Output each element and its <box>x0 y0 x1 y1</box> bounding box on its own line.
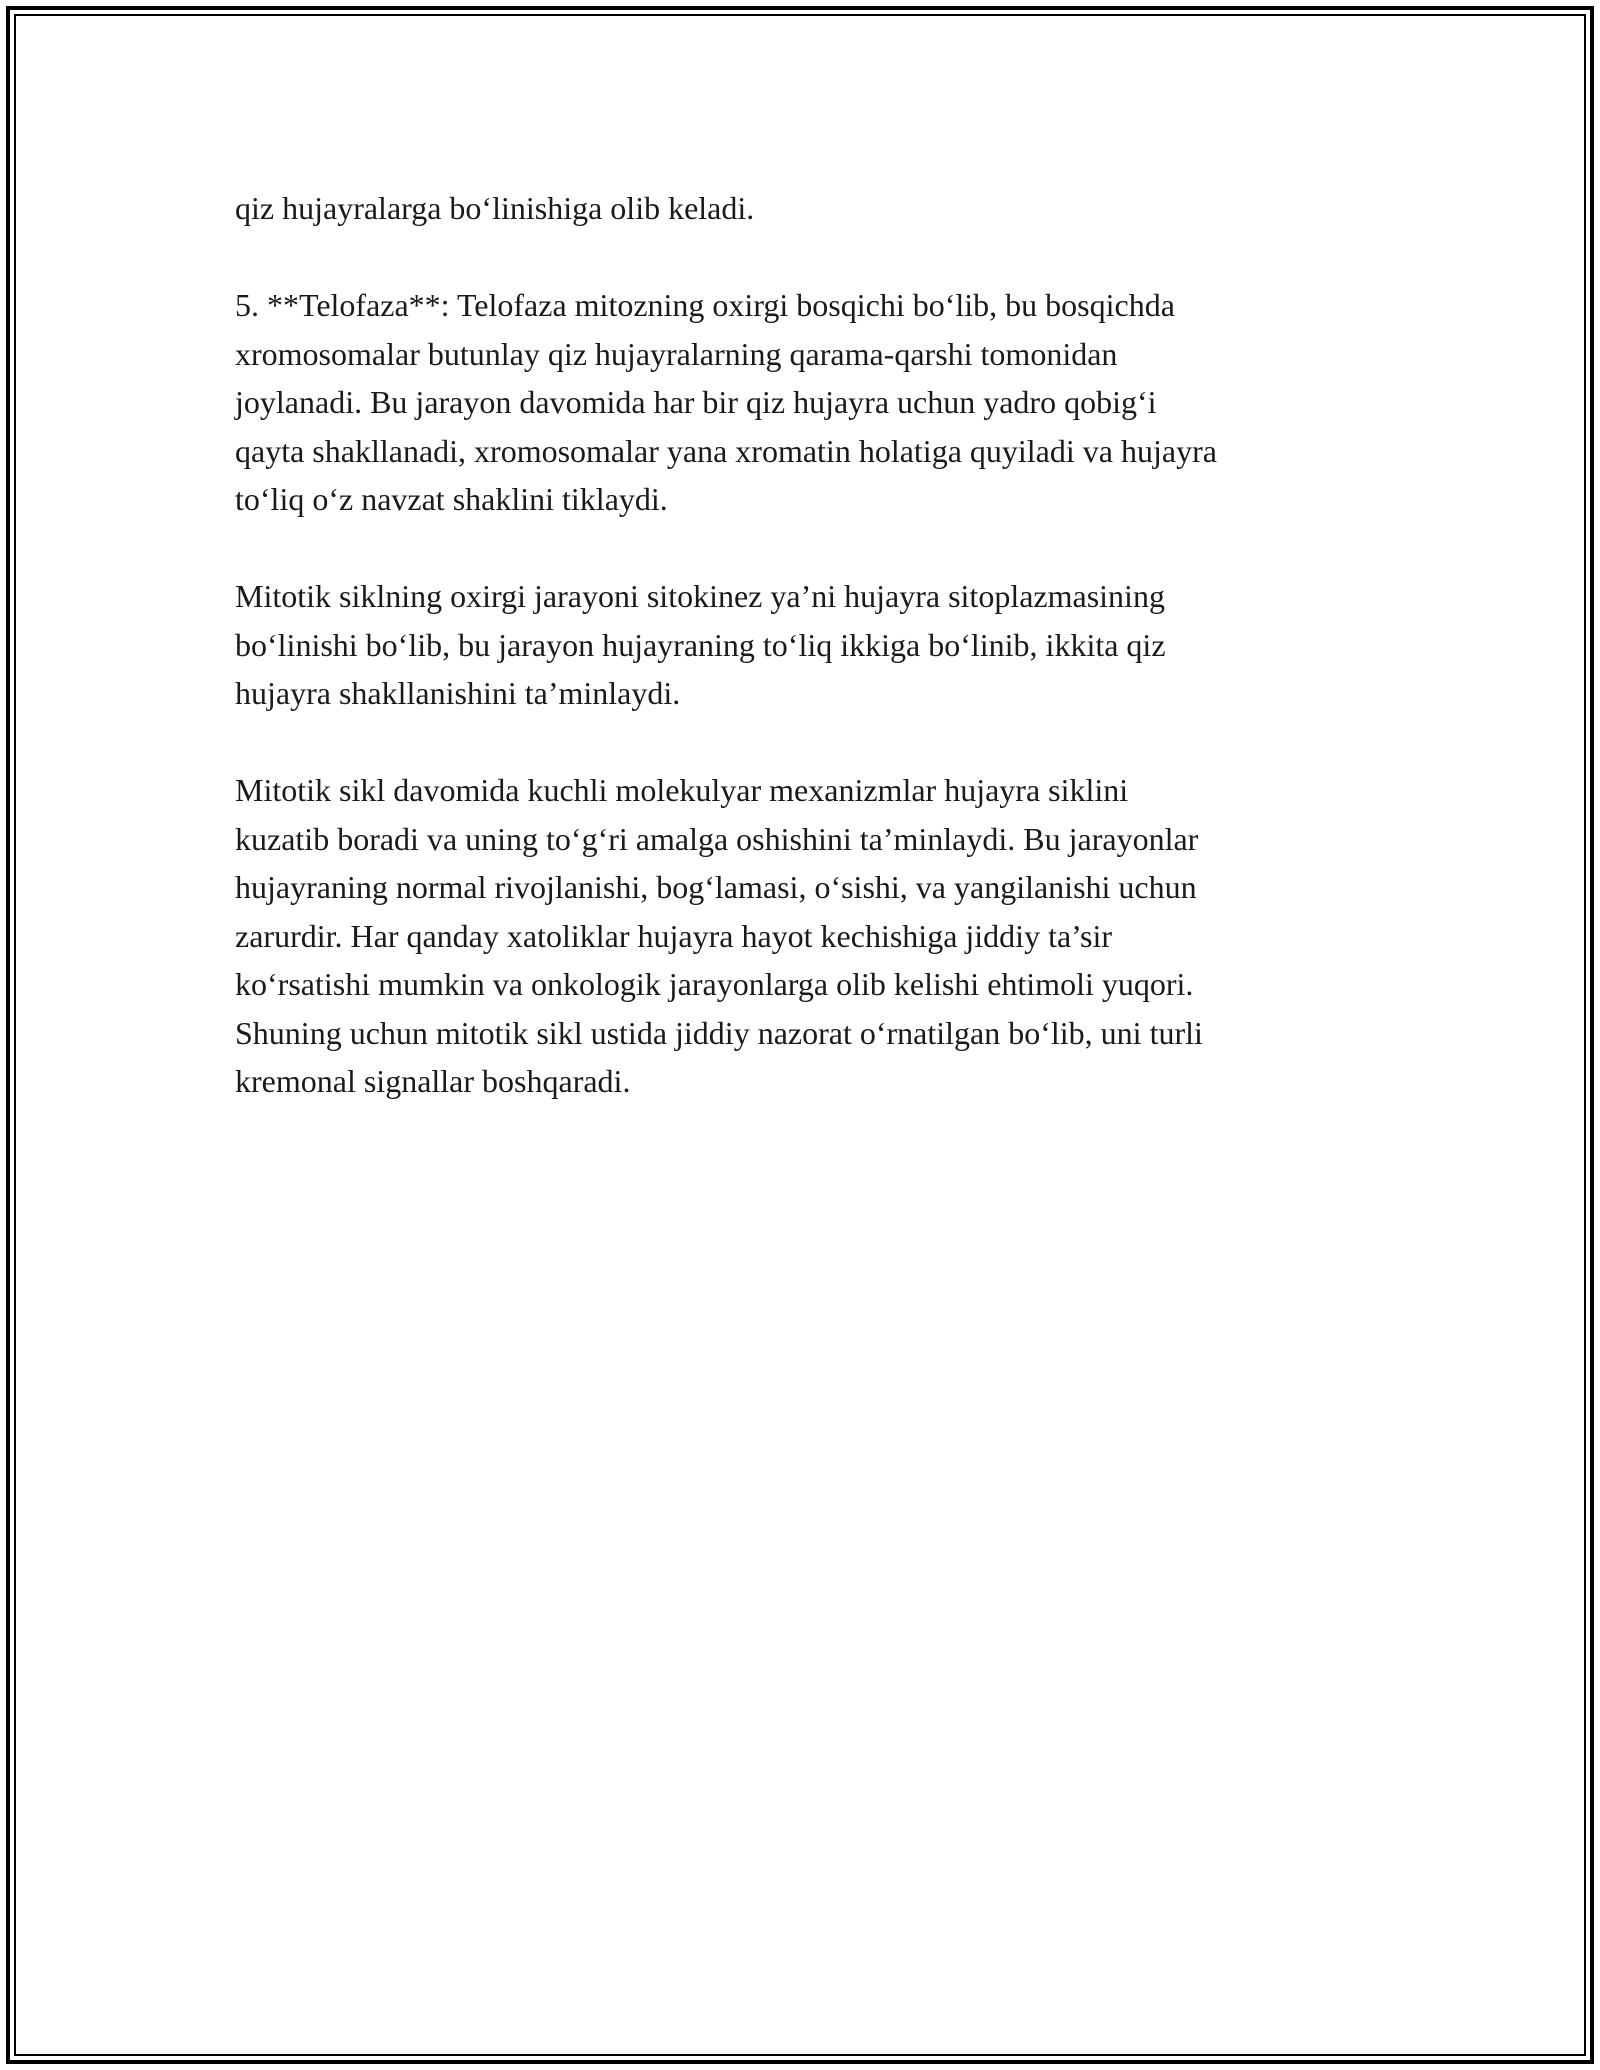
paragraph-continuation <box>235 184 1375 233</box>
text-line: Shuning uchun mitotik sikl ustida jiddiy nazorat o‘rnatilgan bo‘lib, uni turli <box>235 1014 1203 1051</box>
text-line: hujayraning normal rivojlanishi, bog‘lamasi, o‘sishi, va yangilanishi uchun <box>235 869 1197 905</box>
text-line: hujayra shakllanishini ta’minlaydi. <box>235 675 681 711</box>
document-body <box>235 184 1375 1154</box>
text-line: kuzatib boradi va uning to‘g‘ri amalga oshishini ta’minlaydi. Bu jarayonlar <box>235 820 1199 857</box>
text-line: kremonal signallar boshqaradi. <box>235 1063 631 1099</box>
text-line: xromosomalar butunlay qiz hujayralarning qarama-qarshi tomonidan <box>235 335 1118 372</box>
text-line: to‘liq o‘z navzat shaklini tiklaydi. <box>235 481 668 517</box>
text-line: bo‘linishi bo‘lib, bu jarayon hujayraning to‘liq ikkiga bo‘linib, ikkita qiz <box>235 626 1166 663</box>
text-line: qayta shakllanadi, xromosomalar yana xromatin holatiga quyiladi va hujayra <box>235 432 1217 469</box>
paragraph-mitotik-sikl <box>235 766 1375 1106</box>
text-line: ko‘rsatishi mumkin va onkologik jarayonlarga olib kelishi ehtimoli yuqori. <box>235 966 1194 1002</box>
text-line: Mitotik sikl davomida kuchli molekulyar mexanizmlar hujayra siklini <box>235 772 1129 808</box>
text-line: joylanadi. Bu jarayon davomida har bir qiz hujayra uchun yadro qobig‘i <box>235 384 1157 420</box>
paragraph-sitokinez <box>235 572 1375 718</box>
text-line: Mitotik siklning oxirgi jarayoni sitokinez ya’ni hujayra sitoplazmasining <box>235 578 1165 614</box>
text-line: zarurdir. Har qanday xatoliklar hujayra hayot kechishiga jiddiy ta’sir <box>235 917 1113 954</box>
paragraph-telofaza <box>235 281 1375 524</box>
text-line: qiz hujayralarga bo‘linishiga olib keladi. <box>235 190 755 226</box>
text-line: 5. **Telofaza**: Telofaza mitozning oxirgi bosqichi bo‘lib, bu bosqichda <box>235 287 1175 323</box>
